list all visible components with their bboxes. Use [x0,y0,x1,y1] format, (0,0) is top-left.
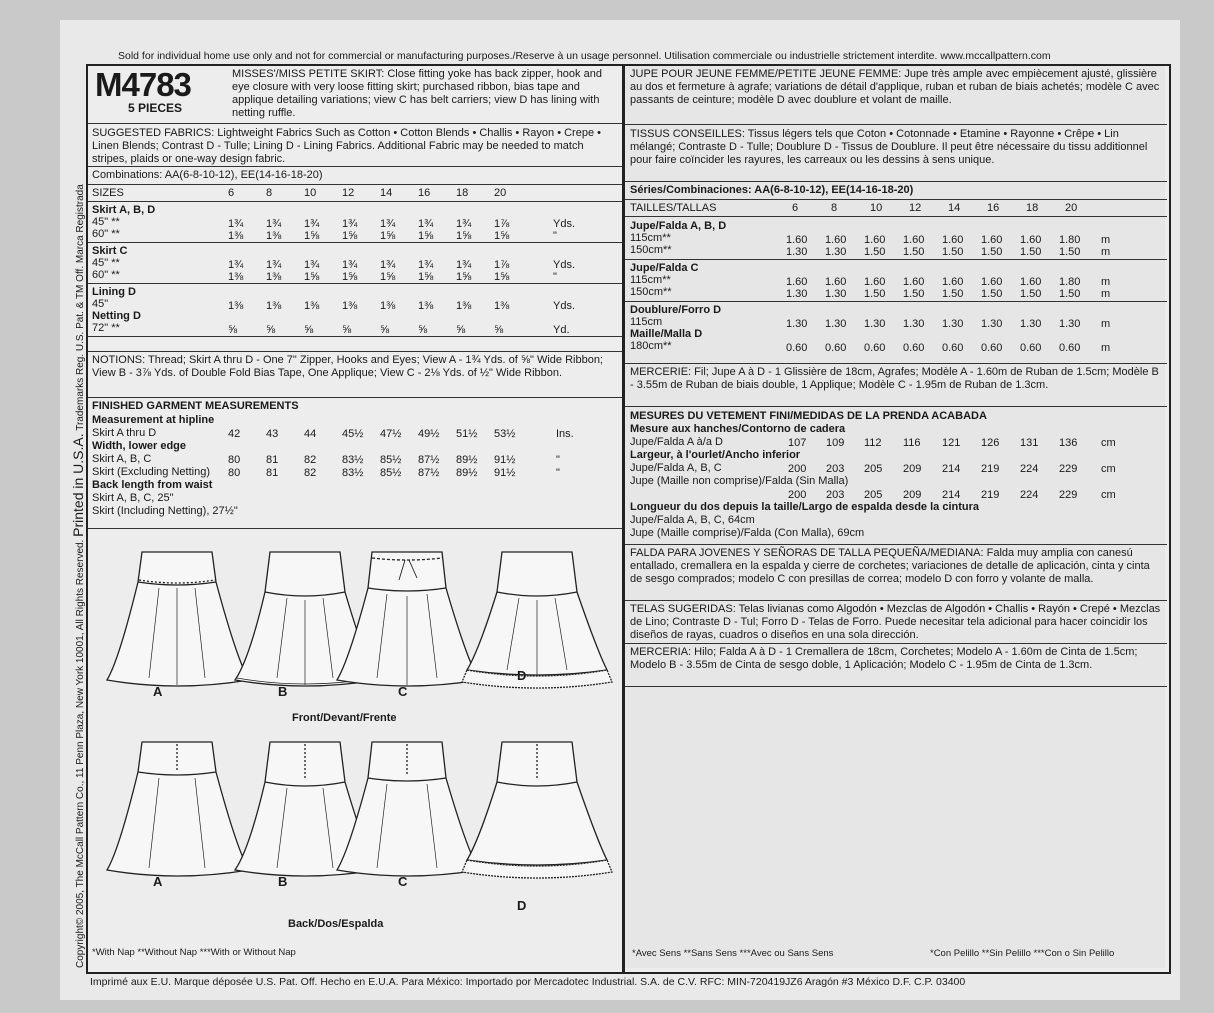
description-en: MISSES'/MISS PETITE SKIRT: Close fitting yoke has back zipper, hook and eye closure with very loose fitting skirt; purchased ribbon, bias tape and applique detailing variations; view C has belt carriers; view D has lining with netting ruffle. [232,68,602,119]
measurement-value: 112 [864,437,882,449]
yardage-value: ⅝ [418,324,428,336]
measurement-value: 209 [903,463,922,475]
measurement-value: 126 [981,437,1000,449]
measurement-label: Jupe/Falda A, B, C [630,462,722,474]
measurement-value: 116 [903,437,921,449]
rule [88,283,622,284]
yardage-value: 1¾ [342,259,358,271]
yardage-group-label: Lining D [92,286,136,298]
measurement-value: 44 [304,428,317,440]
measurement-value: 51½ [456,428,478,440]
trademark-text: Trademarks Reg. U.S. Pat. & TM Off. Marca Registrada [75,184,86,431]
fabric-width: 45" [92,298,109,310]
unit: " [556,467,560,479]
unit: cm [1101,463,1116,475]
yardage-value: 1⅜ [228,230,244,242]
size-header: 12 [342,187,355,199]
yardage-group-label: Netting D [92,310,141,322]
measurement-value: 214 [942,463,961,475]
yardage-value: ⅝ [494,324,504,336]
measurement-value: 91½ [494,467,516,479]
yardage-value: 1.50 [1020,288,1042,300]
yardage-value: 1⅝ [494,271,510,283]
yardage-value: 1.50 [942,288,964,300]
yardage-value: ⅝ [342,324,352,336]
rule [625,600,1167,601]
yardage-value: 1.50 [1059,246,1081,258]
rule [625,181,1167,182]
front-skirt-a [107,552,249,686]
fabric-width: 60" ** [92,228,120,240]
yardage-value: 1¾ [418,259,434,271]
yardage-value: 1⅞ [494,218,510,230]
finished-title: FINISHED GARMENT MEASUREMENTS [92,400,299,412]
yardage-value: 1.30 [786,246,808,258]
yardage-value: 1.60 [1020,234,1042,246]
measurement-value: 82 [304,454,317,466]
measurement-value: 200 [788,463,807,475]
yardage-value: 1⅜ [494,300,510,312]
fabric-width: 45" ** [92,216,120,228]
yardage-value: 1.30 [786,318,808,330]
yardage-value: 1¾ [380,218,396,230]
unit: " [553,271,557,283]
unit: Yds. [553,218,576,230]
fabrics-en: SUGGESTED FABRICS: Lightweight Fabrics Such as Cotton • Cotton Blends • Challis • Rayon • Crepe • Linen Blends; Contrast D - Tulle; Lining D - Lining Fabrics. Additional Fabric may be needed to match stripes, plaids or one-way design fabric. [92,127,601,165]
yardage-value: 1.30 [825,288,847,300]
yardage-value: 1.60 [942,234,964,246]
yardage-group-label: Skirt A, B, D [92,204,156,216]
front-title: Front/Devant/Frente [292,712,397,724]
sizes-label-fr: TAILLES/TALLAS [630,202,717,214]
yardage-group-label: Jupe/Falda C [630,262,699,274]
yardage-value: 1.50 [981,246,1003,258]
rule [625,406,1167,407]
yardage-value: 1⅜ [266,230,282,242]
size-header: 20 [1065,202,1078,214]
yardage-value: 1⅝ [380,230,396,242]
yardage-value: ⅝ [456,324,466,336]
yardage-value: 1.50 [864,288,886,300]
yardage-value: 1.50 [903,246,925,258]
rule [88,397,622,398]
measurement-value: 109 [826,437,845,449]
rule [625,216,1167,217]
fabric-width: 180cm** [630,340,672,352]
yardage-value: 1⅞ [494,259,510,271]
yardage-value: ⅝ [304,324,314,336]
fabric-width: 72" ** [92,322,120,334]
measurement-label: Longueur du dos depuis la taille/Largo de espalda desde la cintura [630,501,980,513]
size-header: 16 [987,202,1000,214]
yardage-value: 1.30 [786,288,808,300]
yardage-value: 1.60 [864,276,886,288]
measurement-value: 83½ [342,454,364,466]
size-header: 20 [494,187,507,199]
yardage-value: 1⅝ [418,271,434,283]
yardage-value: 1.30 [1020,318,1042,330]
measurement-value: 89½ [456,467,478,479]
size-header: 10 [304,187,317,199]
rule [625,643,1167,644]
back-skirt-d [462,742,612,878]
measurement-value: 80 [228,467,241,479]
measurement-value: 205 [864,463,883,475]
yardage-value: 1.60 [864,234,886,246]
unit: Yds. [553,259,576,271]
vertical-copyright [70,184,86,968]
measurement-value: 85½ [380,454,402,466]
unit: m [1101,288,1111,300]
combinations-en: Combinations: AA(6-8-10-12), EE(14-16-18-20) [92,169,323,181]
yardage-value: 1¾ [342,218,358,230]
measurement-value: 136 [1059,437,1078,449]
fabric-width: 115cm [630,316,663,328]
fabric-width: 150cm** [630,286,672,298]
measurement-value: 229 [1059,489,1078,501]
unit: m [1101,246,1111,258]
yardage-value: 1⅜ [304,300,320,312]
yardage-value: 1.60 [786,276,808,288]
yardage-value: 1.30 [825,246,847,258]
size-header: 12 [909,202,922,214]
yardage-value: 1⅝ [304,271,320,283]
rule [625,199,1167,200]
size-header: 14 [380,187,393,199]
combinations-fr: Séries/Combinaciones: AA(6-8-10-12), EE(14-16-18-20) [630,184,914,196]
yardage-value: 1.60 [786,234,808,246]
measurement-value: 121 [942,437,961,449]
yardage-value: 0.60 [786,342,808,354]
nap-note-en: *With Nap **Without Nap ***With or Without Nap [92,947,296,958]
rule [88,351,622,352]
yardage-value: 1⅝ [342,230,358,242]
yardage-value: 1¾ [266,259,282,271]
yardage-group-label: Jupe/Falda A, B, D [630,220,727,232]
yardage-value: 1⅝ [304,230,320,242]
yardage-value: ⅝ [380,324,390,336]
pieces-count: 5 PIECES [128,101,183,115]
skirt-illustrations [87,530,623,940]
yardage-value: 1.50 [1059,288,1081,300]
yardage-value: 1⅜ [380,300,396,312]
rule [625,544,1167,545]
measurement-label: Skirt (Including Netting), 27½" [92,505,238,517]
size-header: 18 [1026,202,1039,214]
measurement-value: 81 [266,467,279,479]
measurement-value: 47½ [380,428,402,440]
yardage-value: 1.30 [942,318,964,330]
yardage-value: 1.30 [1059,318,1081,330]
yardage-value: 1¾ [228,218,244,230]
fabrics-es: TELAS SUGERIDAS: Telas livianas como Algodón • Mezclas de Algodón • Challis • Rayón • Crepé • Mezclas de Lino; Contraste D - Tul; Forro D - Telas de Forro. Puede necesitar tela adicional para hacer coincidir los diseños de rayas, cuadros o diseños en una sola dirección. [630,603,1161,641]
measurement-value: 107 [788,437,807,449]
yardage-group-label: Skirt C [92,245,128,257]
unit: m [1101,342,1111,354]
back-label-d: D [517,898,527,913]
yardage-value: 1.60 [825,234,847,246]
yardage-value: 1.60 [981,276,1003,288]
measurement-value: 219 [981,489,1000,501]
front-skirt-c [337,552,479,686]
size-header: 10 [870,202,883,214]
measurement-label: Mesure aux hanches/Contorno de cadera [630,423,846,435]
rule [88,201,622,202]
yardage-value: 1.60 [942,276,964,288]
front-label-a: A [153,684,163,699]
unit: cm [1101,437,1116,449]
rule [625,686,1167,687]
measurement-label: Measurement at hipline [92,414,215,426]
measurement-value: 83½ [342,467,364,479]
measurement-label: Skirt A thru D [92,427,157,439]
measurement-value: 85½ [380,467,402,479]
back-title: Back/Dos/Espalda [288,918,384,930]
fabric-width: 150cm** [630,244,672,256]
measurement-value: 53½ [494,428,516,440]
measurement-value: 203 [826,463,845,475]
yardage-value: 1.50 [981,288,1003,300]
yardage-value: 1¾ [266,218,282,230]
measurement-value: 200 [788,489,807,501]
measurement-value: 224 [1020,489,1039,501]
measurement-value: 89½ [456,454,478,466]
measurement-value: 82 [304,467,317,479]
measurement-value: 209 [903,489,922,501]
printed-in-text: Printed in U.S.A. [70,433,86,537]
yardage-value: 1⅜ [342,300,358,312]
size-header: 16 [418,187,431,199]
yardage-value: 1⅜ [266,300,282,312]
yardage-value: 1¾ [380,259,396,271]
size-header: 6 [228,187,235,199]
measurement-value: 131 [1020,437,1039,449]
yardage-value: 1¾ [456,218,472,230]
yardage-group-label: Maille/Malla D [630,328,703,340]
measurement-label: Back length from waist [92,479,213,491]
measurement-label: Skirt A, B, C, 25" [92,492,174,504]
size-header: 6 [792,202,799,214]
yardage-value: 0.60 [981,342,1003,354]
size-header: 8 [266,187,273,199]
size-header: 14 [948,202,961,214]
yardage-value: ⅝ [228,324,238,336]
rule [625,124,1167,125]
yardage-value: 1.80 [1059,276,1081,288]
measurement-label: Skirt A, B, C [92,453,152,465]
yardage-value: 0.60 [1059,342,1081,354]
yardage-value: 1.80 [1059,234,1081,246]
back-label-c: C [398,874,408,889]
bottom-notice: Imprimé aux E.U. Marque déposée U.S. Pat. Off. Hecho en E.U.A. Para México: Importado por Mercadotec Industrial. S.A. de C.V. RFC: MIN-720419JZ6 Aragón #3 México D.F. C.P. 03400 [90,976,966,988]
fabric-width: 115cm** [630,274,671,286]
yardage-value: 1¾ [304,259,320,271]
yardage-value: 1⅝ [494,230,510,242]
yardage-value: 1¾ [228,259,244,271]
rule [88,123,622,124]
mercerie-fr: MERCERIE: Fil; Jupe A à D - 1 Glissière de 18cm, Agrafes; Modèle A - 1.60m de Ruban de 1.5cm; Modèle B - 3.55m de Ruban de biais double, 1 Applique; Modèle C - 1.95m de Ruban de 1.3cm. [630,366,1159,391]
measurement-value: 43 [266,428,279,440]
yardage-value: 1⅝ [418,230,434,242]
rule [88,184,622,185]
measurement-value: 45½ [342,428,364,440]
yardage-value: 1¾ [304,218,320,230]
measurement-value: 229 [1059,463,1078,475]
measurement-label: Jupe/Falda A à/a D [630,436,723,448]
measures-title-fr: MESURES DU VETEMENT FINI/MEDIDAS DE LA PRENDA ACABADA [630,410,987,422]
front-label-d: D [517,668,527,683]
measurement-value: 219 [981,463,1000,475]
yardage-value: 1¾ [418,218,434,230]
yardage-value: 1.60 [981,234,1003,246]
unit: " [553,230,557,242]
yardage-value: 1.60 [903,234,925,246]
measurement-value: 87½ [418,454,440,466]
measurement-label: Skirt (Excluding Netting) [92,466,210,478]
yardage-value: 1.50 [1020,246,1042,258]
yardage-value: 1.50 [864,246,886,258]
fabric-width: 45" ** [92,257,120,269]
front-skirt-d [462,552,612,688]
yardage-value: 0.60 [1020,342,1042,354]
yardage-value: 0.60 [864,342,886,354]
unit: m [1101,318,1111,330]
yardage-value: 1⅜ [456,300,472,312]
yardage-value: 1.30 [825,318,847,330]
measurement-label: Width, lower edge [92,440,187,452]
measurement-value: 214 [942,489,961,501]
yardage-value: 1.60 [1020,276,1042,288]
rule [625,259,1167,260]
yardage-value: 1⅜ [228,271,244,283]
yardage-value: 0.60 [942,342,964,354]
rule [625,301,1167,302]
rule [625,363,1167,364]
yardage-value: 0.60 [903,342,925,354]
back-label-b: B [278,874,288,889]
copyright-text: Copyright© 2005, The McCall Pattern Co., 11 Penn Plaza, New York 10001, All Rights Reserved. [75,539,86,968]
measurement-value: 205 [864,489,883,501]
yardage-value: 1¾ [456,259,472,271]
merceria-es: MERCERIA: Hilo; Falda A à D - 1 Cremallera de 18cm, Corchetes; Modelo A - 1.60m de Cinta de 1.5cm; Modelo B - 3.55m de Cinta de sesgo doble, 1 Aplicación; Modelo C - 1.95m de Cinta de 1.3cm. [630,646,1138,671]
measurement-label: Jupe/Falda A, B, C, 64cm [630,514,755,526]
fabrics-fr: TISSUS CONSEILLES: Tissus légers tels que Coton • Cotonnade • Etamine • Rayonne • Crêpe • Lin mélangé; Contraste D - Tulle; Doublure D - Tissus de Doublure. Il peut être nécessaire du tissu additionnel pour faire coïncider les rayures, les carreaux ou les dessins à sens unique. [630,128,1148,166]
yardage-value: 1.30 [981,318,1003,330]
nap-note-fr: *Avec Sens **Sans Sens ***Avec ou Sans Sens [632,948,834,959]
yardage-value: 1⅜ [228,300,244,312]
yardage-group-label: Doublure/Forro D [630,304,722,316]
measurement-label: Largeur, à l'ourlet/Ancho inferior [630,449,801,461]
description-fr: JUPE POUR JEUNE FEMME/PETITE JEUNE FEMME: Jupe très ample avec empiècement ajusté, glissière au dos et fermeture à agrafe; variations de détail d'applique, ruban et ruban de biais achetés; modèle C avec passants de ceinture; modèle D avec doublure et volant de maille. [630,68,1160,106]
yardage-value: 1.60 [903,276,925,288]
measurement-value: 81 [266,454,279,466]
size-header: 18 [456,187,469,199]
yardage-value: 1.30 [903,318,925,330]
unit: m [1101,234,1111,246]
rule [88,336,622,337]
pattern-code: M4783 [95,66,191,103]
measurement-value: 224 [1020,463,1039,475]
yardage-value: 1⅜ [266,271,282,283]
unit: m [1101,276,1111,288]
yardage-value: 1⅝ [342,271,358,283]
yardage-value: 1.50 [942,246,964,258]
measurement-value: 80 [228,454,241,466]
measurement-value: 203 [826,489,845,501]
yardage-value: 1.60 [825,276,847,288]
measurement-label: Jupe (Maille comprise)/Falda (Con Malla), 69cm [630,527,865,539]
front-label-c: C [398,684,408,699]
yardage-value: 1⅝ [456,230,472,242]
back-label-a: A [153,874,163,889]
fabric-width: 115cm** [630,232,671,244]
unit: " [556,454,560,466]
size-header: 8 [831,202,838,214]
yardage-value: 1⅝ [380,271,396,283]
rule [88,528,622,529]
rule [88,242,622,243]
measurement-value: 42 [228,428,241,440]
top-notice: Sold for individual home use only and not for commercial or manufacturing purposes./Reserve à un usage personnel. Utilisation commerciale ou industrielle strictement interdite. www.mccallpattern.com [118,50,1051,62]
unit: cm [1101,489,1116,501]
back-skirt-a [107,742,249,876]
yardage-value: 1.50 [903,288,925,300]
unit: Yds. [553,300,576,312]
nap-note-es: *Con Pelillo **Sin Pelillo ***Con o Sin Pelillo [930,948,1115,959]
measurement-label: Jupe (Maille non comprise)/Falda (Sin Malla) [630,475,849,487]
rule [88,166,622,167]
description-es: FALDA PARA JOVENES Y SEÑORAS DE TALLA PEQUEÑA/MEDIANA: Falda muy amplia con canesú entallado, cremallera en la espalda y cierre de corchetes; variaciones de detalle de aplicación, cinta y cinta de sesgo comprados; modelo C con presillas de correa; modelo D con forro y volante de malla. [630,547,1150,585]
back-skirt-c [337,742,479,876]
yardage-value: ⅝ [266,324,276,336]
measurement-value: 87½ [418,467,440,479]
yardage-value: 1⅜ [418,300,434,312]
measurement-value: 49½ [418,428,440,440]
unit: Ins. [556,428,574,440]
front-label-b: B [278,684,288,699]
yardage-value: 0.60 [825,342,847,354]
sizes-label: SIZES [92,187,124,199]
fabric-width: 60" ** [92,269,120,281]
yardage-value: 1.30 [864,318,886,330]
notions-en: NOTIONS: Thread; Skirt A thru D - One 7" Zipper, Hooks and Eyes; View A - 1¾ Yds. of ⅝" Wide Ribbon; View B - 3⅞ Yds. of Double Fold Bias Tape, One Applique; View C - 2⅛ Yds. of ½" Wide Ribbon. [92,354,603,379]
unit: Yd. [553,324,570,336]
yardage-value: 1⅝ [456,271,472,283]
measurement-value: 91½ [494,454,516,466]
